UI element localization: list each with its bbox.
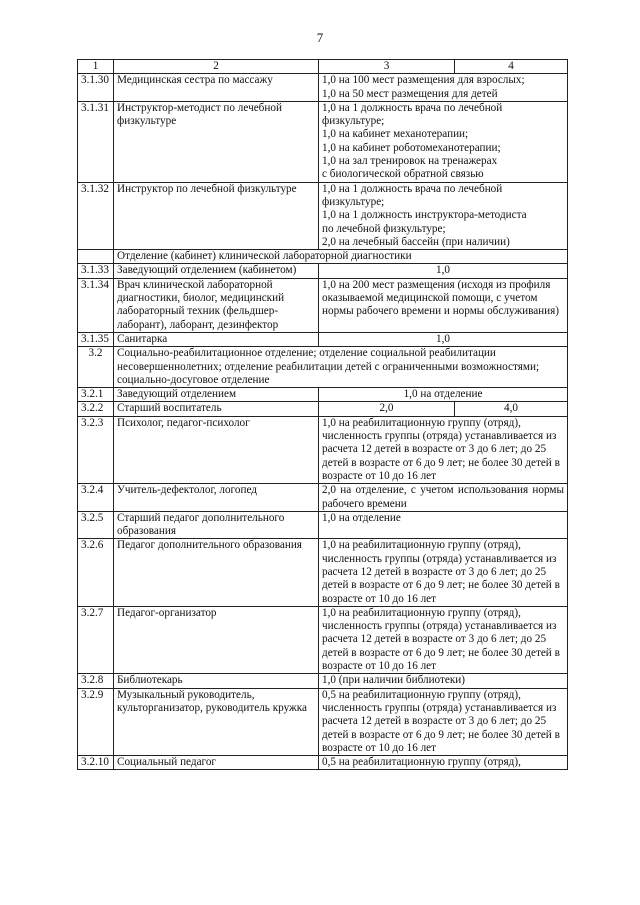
row-number: 3.2.8 (78, 674, 114, 688)
staff-norm: 1,0 на отделение (319, 511, 568, 539)
position-name: Инструктор-методист по лечебной физкультуре (114, 101, 319, 182)
column-header-4: 4 (455, 60, 568, 74)
table-row (78, 278, 568, 332)
table-row (78, 250, 568, 264)
row-number: 3.2 (78, 347, 114, 388)
table-row (78, 511, 568, 539)
table-row (78, 402, 568, 416)
staff-norm: 1,0 на отделение (319, 388, 568, 402)
row-number: 3.2.6 (78, 539, 114, 606)
table-row (78, 416, 568, 483)
table-row (78, 74, 568, 102)
row-number: 3.2.10 (78, 756, 114, 770)
row-number: 3.2.2 (78, 402, 114, 416)
position-name: Педагог дополнительного образования (114, 539, 319, 606)
row-number: 3.1.35 (78, 332, 114, 346)
position-name: Заведующий отделением (114, 388, 319, 402)
position-name: Старший педагог дополнительного образования (114, 511, 319, 539)
staff-norm: 1,0 на 1 должность врача по лечебной физкультуре; 1,0 на 1 должность инструктора-методиста по лечебной физкультуре; 2,0 на лечебный бассейн (при наличии) (319, 182, 568, 249)
position-name: Музыкальный руководитель, культорганизатор, руководитель кружка (114, 688, 319, 755)
row-number: 3.1.30 (78, 74, 114, 102)
section-title: Социально-реабилитационное отделение; отделение социальной реабилитации несовершеннолетних; отделение реабилитации детей с ограниченными возможностями; социально-досуговое отделение (114, 347, 568, 388)
norm-value: 4,0 (455, 402, 568, 416)
position-name: Педагог-организатор (114, 606, 319, 673)
staff-norm: 1,0 на 100 мест размещения для взрослых; 1,0 на 50 мест размещения для детей (319, 74, 568, 102)
staffing-table (77, 59, 568, 770)
staff-norm: 0,5 на реабилитационную группу (отряд), (319, 756, 568, 770)
staff-norm: 1,0 (319, 264, 568, 278)
row-number: 3.1.32 (78, 182, 114, 249)
column-header-3: 3 (319, 60, 455, 74)
staff-norm: 1,0 на реабилитационную группу (отряд), численность группы (отряда) устанавливается из расчета 12 детей в возрасте от 3 до 6 лет; до 25 детей в возрасте от 6 до 9 лет; не более 30 детей в возрасте от 10 до 16 лет (319, 539, 568, 606)
position-name: Старший воспитатель (114, 402, 319, 416)
table-row (78, 347, 568, 388)
row-number: 3.1.33 (78, 264, 114, 278)
norm-value: 2,0 (319, 402, 455, 416)
table-row (78, 332, 568, 346)
position-name: Инструктор по лечебной физкультуре (114, 182, 319, 249)
row-number: 3.1.31 (78, 101, 114, 182)
header-row (78, 60, 568, 74)
table-row (78, 484, 568, 512)
row-number: 3.1.34 (78, 278, 114, 332)
page-number: 7 (316, 30, 324, 45)
table-row (78, 539, 568, 606)
staff-norm: 1,0 на реабилитационную группу (отряд), численность группы (отряда) устанавливается из расчета 12 детей в возрасте от 3 до 6 лет; до 25 детей в возрасте от 6 до 9 лет; не более 30 детей в возрасте от 10 до 16 лет (319, 416, 568, 483)
table-row (78, 756, 568, 770)
staff-norm: 1,0 (319, 332, 568, 346)
row-number (78, 250, 114, 264)
position-name: Санитарка (114, 332, 319, 346)
row-number: 3.2.1 (78, 388, 114, 402)
table-row (78, 606, 568, 673)
position-name: Врач клинической лабораторной диагностики, биолог, медицинский лабораторный техник (фельдшер-лаборант), лаборант, дезинфектор (114, 278, 319, 332)
position-name: Медицинская сестра по массажу (114, 74, 319, 102)
table-row (78, 388, 568, 402)
row-number: 3.2.7 (78, 606, 114, 673)
row-number: 3.2.3 (78, 416, 114, 483)
position-name: Заведующий отделением (кабинетом) (114, 264, 319, 278)
table-row (78, 182, 568, 249)
position-name: Психолог, педагог-психолог (114, 416, 319, 483)
position-name: Учитель-дефектолог, логопед (114, 484, 319, 512)
row-number: 3.2.4 (78, 484, 114, 512)
row-number: 3.2.9 (78, 688, 114, 755)
staff-norm: 1,0 (при наличии библиотеки) (319, 674, 568, 688)
table-row (78, 688, 568, 755)
table-row (78, 101, 568, 182)
table-row (78, 674, 568, 688)
table-row (78, 264, 568, 278)
staff-norm: 2,0 на отделение, с учетом использования нормы рабочего времени (319, 484, 568, 512)
section-heading: Отделение (кабинет) клинической лабораторной диагностики (114, 250, 568, 264)
staff-norm: 1,0 на 1 должность врача по лечебной физкультуре; 1,0 на кабинет механотерапии; 1,0 на кабинет роботомеханотерапии; 1,0 на зал тренировок на тренажерах с биологической обратной связью (319, 101, 568, 182)
staff-norm: 1,0 на 200 мест размещения (исходя из профиля оказываемой медицинской помощи, с учетом нормы рабочего времени и нормы обслуживания) (319, 278, 568, 332)
row-number: 3.2.5 (78, 511, 114, 539)
column-header-2: 2 (114, 60, 319, 74)
position-name: Библиотекарь (114, 674, 319, 688)
position-name: Социальный педагог (114, 756, 319, 770)
staff-norm: 1,0 на реабилитационную группу (отряд), численность группы (отряда) устанавливается из расчета 12 детей в возрасте от 3 до 6 лет; до 25 детей в возрасте от 6 до 9 лет; не более 30 детей в возрасте от 10 до 16 лет (319, 606, 568, 673)
staff-norm: 0,5 на реабилитационную группу (отряд), численность группы (отряда) устанавливается из расчета 12 детей в возрасте от 3 до 6 лет; до 25 детей в возрасте от 6 до 9 лет; не более 30 детей в возрасте от 10 до 16 лет (319, 688, 568, 755)
column-header-1: 1 (78, 60, 114, 74)
